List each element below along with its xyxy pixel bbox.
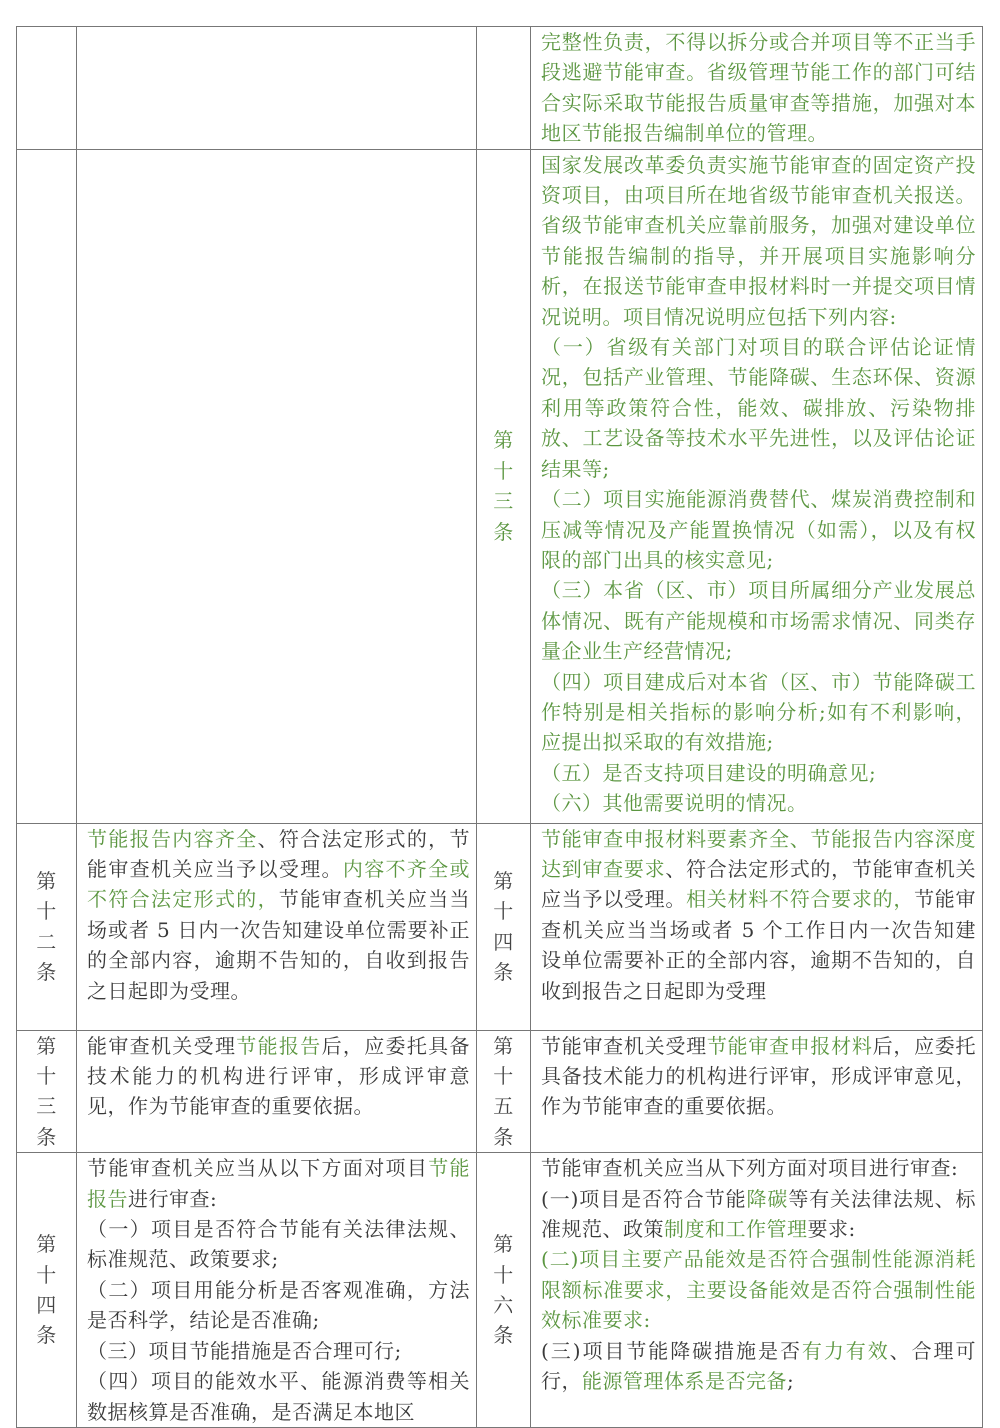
text-changed: 节能报告	[87, 1156, 471, 1211]
text-changed: 节能报告	[236, 1033, 322, 1058]
text-unchanged: (一)项目是否符合节能	[541, 1186, 747, 1211]
new-article-number	[477, 27, 531, 150]
old-article-number	[17, 1153, 77, 1428]
old-article-text	[77, 1030, 477, 1153]
text-changed: 降碳	[746, 1186, 789, 1211]
text-changed: （三）本省（区、市）项目所属细分产业发展总体情况、既有产能规模和市场需求情况、同类存量企业生产经营情况;	[541, 578, 976, 664]
old-article-text	[77, 27, 477, 150]
text-changed: 完整性负责，不得以拆分或合并项目等不正当手段逃避节能审查。省级管理节能工作的部门可结合实际采取节能报告质量审查等措施，加强对本地区节能报告编制单位的管理。	[541, 30, 976, 146]
text-changed: 有力有效	[801, 1338, 890, 1363]
text-changed: 内容不齐全或不符合法定形式的，	[87, 857, 471, 912]
text-unchanged: 、符合法定形式的，节能审查机关应当予以受理。	[87, 826, 471, 882]
new-article-text	[531, 27, 983, 150]
text-unchanged: 等有关法律法规、标准规范、政策	[541, 1186, 977, 1242]
text-changed: 能源管理体系是否完备	[582, 1369, 787, 1394]
article-label: 第十二条	[36, 868, 57, 985]
table-row	[17, 1030, 983, 1153]
article-label: 第十四条	[36, 1232, 57, 1348]
text-unchanged: （一）项目是否符合节能有关法律法规、标准规范、政策要求;	[87, 1217, 470, 1272]
text-changed: 相关材料不符合要求的，	[686, 887, 915, 912]
text-unchanged: ;	[787, 1369, 795, 1394]
new-article-number	[477, 1153, 531, 1428]
text-unchanged: 能审查机关受理	[87, 1033, 237, 1058]
text-unchanged: 、符合法定形式的，节能审查机关应当予以受理。	[541, 857, 977, 912]
old-article-number	[17, 1030, 77, 1153]
new-article-text	[531, 149, 983, 823]
old-article-number	[17, 823, 77, 1030]
table-row	[17, 27, 983, 150]
article-label: 第十三条	[493, 428, 514, 544]
text-changed: （五）是否支持项目建设的明确意见;	[541, 760, 877, 785]
text-changed: 节能报告内容齐全	[87, 826, 258, 851]
text-unchanged: 节能审查机关应当当场或者 5 日内一次告知建设单位需要补正的全部内容，逾期不告知的，自收到报告之日起即为受理。	[87, 887, 471, 1003]
regulation-comparison-table	[16, 26, 983, 1428]
table-row	[17, 823, 983, 1030]
text-changed: （二）项目实施能源消费替代、煤炭消费控制和压减等情况及产能置换情况（如需），以及有权限的部门出具的核实意见;	[541, 487, 976, 572]
article-label: 第十四条	[493, 868, 514, 985]
new-article-text	[531, 1030, 983, 1153]
text-unchanged: 节能审查机关应当当场或者 5 个工作日内一次告知建设单位需要补正的全部内容，逾期不告知的，自收到报告之日起即为受理	[541, 887, 977, 1003]
old-article-number	[17, 149, 77, 823]
text-unchanged: （四）项目的能效水平、能源消费等相关数据核算是否准确，是否满足本地区	[87, 1369, 470, 1424]
new-article-number	[477, 823, 531, 1030]
text-changed: 制度和工作管理	[664, 1217, 808, 1242]
text-changed: (二)项目主要产品能效是否符合强制性能源消耗限额标准要求，主要设备能效是否符合强制性能效标准要求:	[541, 1247, 976, 1333]
text-unchanged: 、合理可行，	[541, 1338, 977, 1394]
text-unchanged: 后，应委托具备技术能力的机构进行评审，形成评审意见，作为节能审查的重要依据。	[541, 1033, 977, 1119]
text-changed: 节能审查申报材料	[706, 1033, 873, 1058]
old-article-number	[17, 27, 77, 150]
old-article-text	[77, 823, 477, 1030]
text-changed: 节能审查申报材料要素齐全、节能报告内容深度达到审查要求	[541, 826, 976, 882]
article-label: 第十三条	[36, 1033, 57, 1149]
new-article-text	[531, 1153, 983, 1428]
text-changed: （四）项目建成后对本省（区、市）节能降碳工作特别是相关指标的影响分析;如有不利影响，应提出拟采取的有效措施;	[541, 669, 976, 755]
text-unchanged: (三)项目节能降碳措施是否	[541, 1338, 802, 1363]
text-unchanged: （二）项目用能分析是否客观准确，方法是否科学，结论是否准确;	[87, 1277, 470, 1333]
text-changed: （六）其他需要说明的情况。	[541, 791, 808, 816]
new-article-number	[477, 149, 531, 823]
text-unchanged: 进行审查:	[128, 1186, 218, 1211]
text-unchanged: 节能审查机关应当从以下方面对项目	[87, 1156, 429, 1181]
text-unchanged: 节能审查机关应当从下列方面对项目进行审查:	[541, 1156, 959, 1181]
text-unchanged: 节能审查机关受理	[541, 1033, 707, 1058]
table-row	[17, 149, 983, 823]
text-unchanged: （三）项目节能措施是否合理可行;	[87, 1338, 402, 1363]
text-changed: （一）省级有关部门对项目的联合评估论证情况，包括产业管理、节能降碳、生态环保、资源利用等政策符合性，能效、碳排放、污染物排放、工艺设备等技术水平先进性，以及评估论证结果等;	[541, 335, 976, 481]
old-article-text	[77, 1153, 477, 1428]
article-label: 第十五条	[493, 1033, 514, 1149]
new-article-text	[531, 823, 983, 1030]
text-unchanged: 要求:	[807, 1217, 856, 1242]
article-label: 第十六条	[493, 1232, 514, 1348]
table-row	[17, 1153, 983, 1428]
new-article-number	[477, 1030, 531, 1153]
text-changed: 国家发展改革委负责实施节能审查的固定资产投资项目，由项目所在地省级节能审查机关报送。省级节能审查机关应靠前服务，加强对建设单位节能报告编制的指导，并开展项目实施影响分析，在报送节能审查申报材料时一并提交项目情况说明。项目情况说明应包括下列内容:	[541, 152, 976, 329]
old-article-text	[77, 149, 477, 823]
text-unchanged: 后，应委托具备技术能力的机构进行评审，形成评审意见，作为节能审查的重要依据。	[87, 1033, 471, 1119]
